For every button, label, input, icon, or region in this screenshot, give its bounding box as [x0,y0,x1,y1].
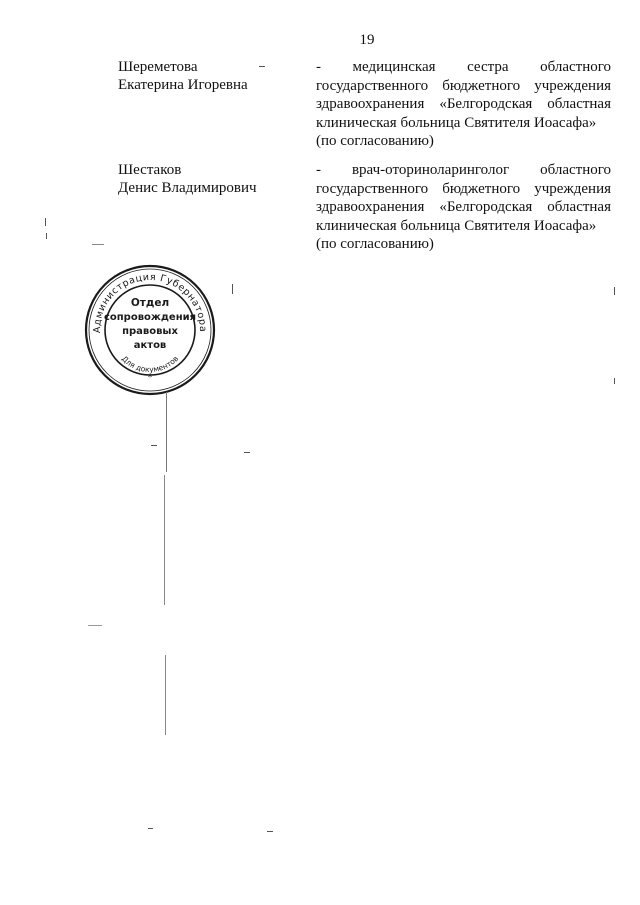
position-first-line: - врач-оториноларинголог областного [316,162,611,178]
position-note: (по согласованию) [316,236,434,252]
stamp-line-2: сопровождения [103,312,197,323]
scan-mark [165,655,166,735]
stamp-seal-icon [82,262,218,398]
member-surname: Шереметова [118,59,198,75]
position-text: государственного бюджетного учреждения здравоохранения «Белгородская областная клиническая больница Святителя Иоасафа» [316,180,611,234]
member-position [316,161,611,254]
scan-mark [614,378,615,384]
scan-mark [259,66,265,67]
scan-mark [148,828,153,829]
scan-mark [166,392,167,472]
scan-mark [88,625,102,626]
stamp-bottom-text: Для документов [119,354,181,375]
scan-mark [92,244,104,245]
position-text: государственного бюджетного учреждения здравоохранения «Белгородская областная клиническая больница Святителя Иоасафа» [316,77,611,131]
member-name [118,58,298,94]
scan-mark [232,284,233,294]
scan-mark [45,218,46,226]
stamp-line-4: актов [133,340,167,351]
scan-mark [151,445,157,446]
member-name [118,161,298,197]
scan-mark [267,831,273,832]
scan-mark [614,287,615,295]
official-stamp [82,262,218,398]
scan-mark [164,475,165,605]
position-first-line: - медицинская сестра областного [316,59,611,75]
member-surname: Шестаков [118,162,182,178]
stamp-outer-text: Администрация Губернатора [91,271,209,334]
stamp-star: * [147,373,153,383]
stamp-line-1: Отдел [130,297,170,309]
scan-mark [244,452,250,453]
stamp-line-3: правовых [122,326,178,337]
page-number: 19 [359,32,375,48]
scan-mark [46,233,47,239]
member-position [316,58,611,151]
member-given-names: Денис Владимирович [118,180,257,196]
member-given-names: Екатерина Игоревна [118,77,248,93]
position-note: (по согласованию) [316,133,434,149]
